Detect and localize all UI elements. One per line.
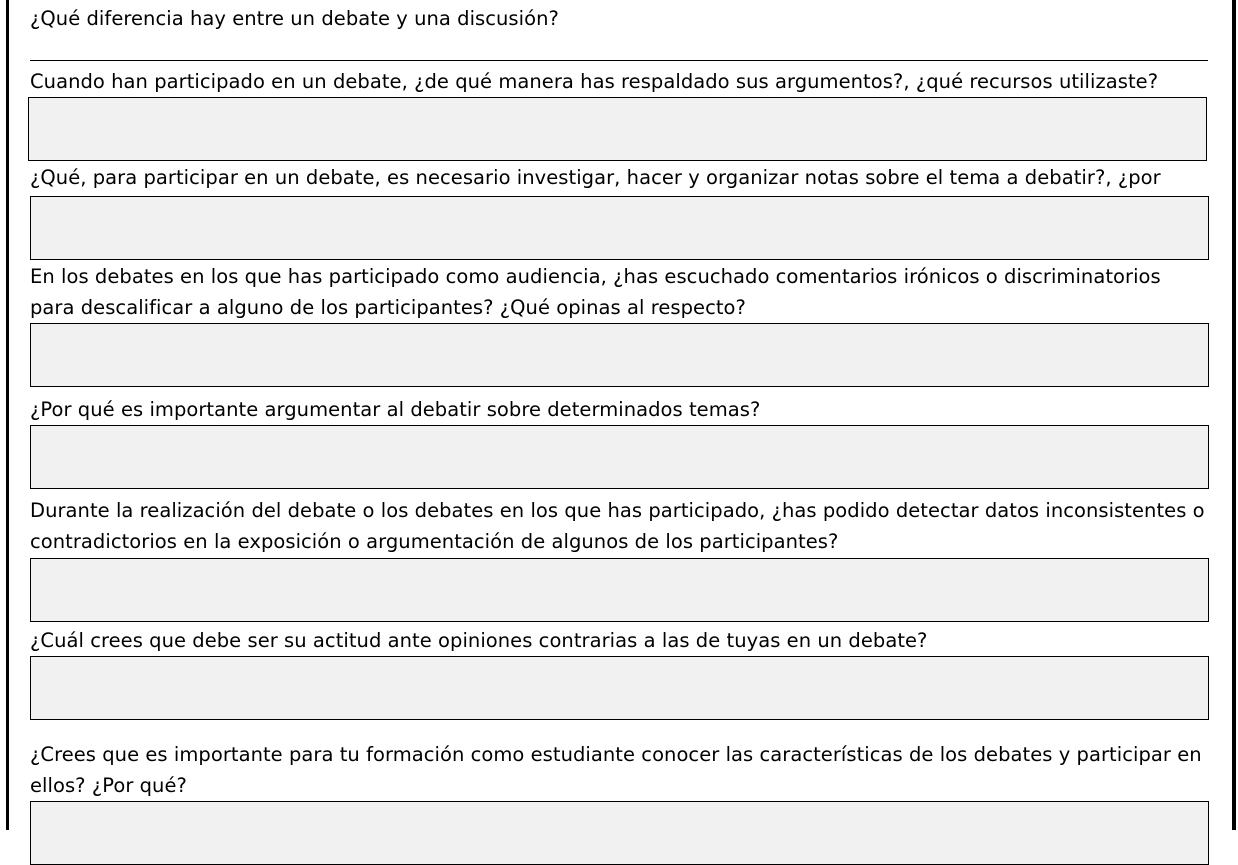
question-3: ¿Qué, para participar en un debate, es necesario investigar, hacer y organizar notas sobre el tema a debatir?, ¿por: [30, 166, 1161, 189]
answer-line-1[interactable]: [30, 60, 1208, 61]
question-1: ¿Qué diferencia hay entre un debate y una discusión?: [30, 7, 559, 30]
answer-box-8[interactable]: [30, 801, 1209, 865]
question-4: En los debates en los que has participado como audiencia, ¿has escuchado comentarios irónicos o discriminatorios para descalificar a alguno de los participantes? ¿Qué opinas al respecto?: [30, 265, 1161, 319]
answer-box-6[interactable]: [30, 558, 1209, 622]
answer-box-3[interactable]: [30, 196, 1209, 260]
question-8: ¿Crees que es importante para tu formación como estudiante conocer las características de los debates y participar en ellos? ¿Por qué?: [30, 743, 1202, 797]
answer-box-2[interactable]: [28, 97, 1207, 161]
answer-box-7[interactable]: [30, 656, 1209, 720]
answer-box-5[interactable]: [30, 425, 1209, 489]
question-6: Durante la realización del debate o los debates en los que has participado, ¿has podido detectar datos inconsistentes o contradictorios en la exposición o argumentación de algunos de los participantes?: [30, 499, 1205, 553]
page-border-left: [6, 0, 9, 830]
question-5: ¿Por qué es importante argumentar al debatir sobre determinados temas?: [30, 398, 761, 421]
answer-box-4[interactable]: [30, 323, 1209, 387]
page-border-right: [1232, 0, 1236, 830]
question-2: Cuando han participado en un debate, ¿de qué manera has respaldado sus argumentos?, ¿qué recursos utilizaste?: [30, 70, 1159, 93]
question-7: ¿Cuál crees que debe ser su actitud ante opiniones contrarias a las de tuyas en un debate?: [30, 629, 928, 652]
